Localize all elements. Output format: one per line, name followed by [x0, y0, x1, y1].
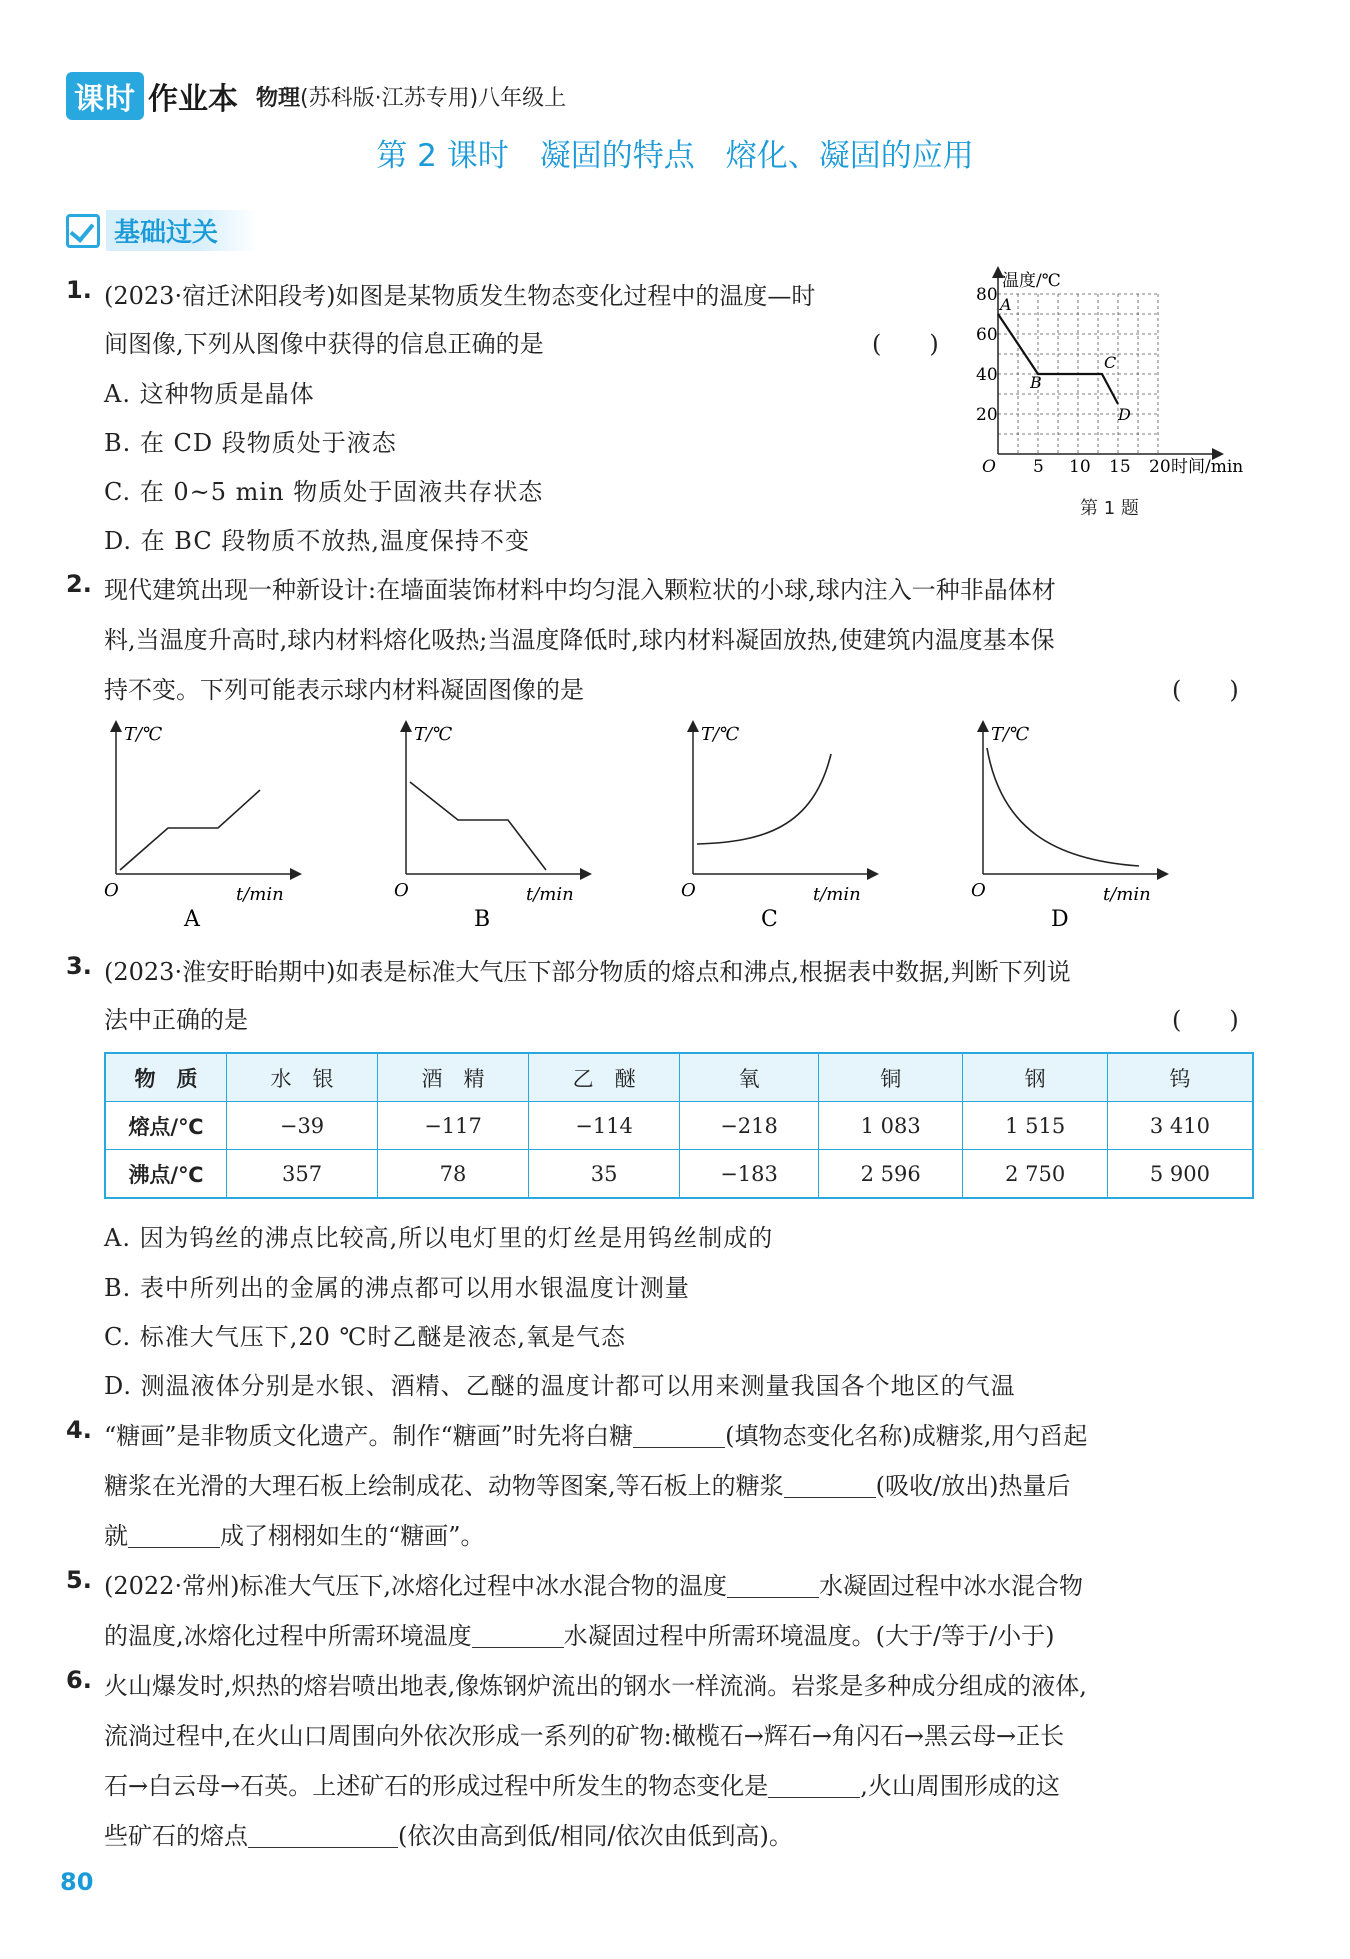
table-cell: 357	[227, 1150, 378, 1199]
q4-line3: 就 成了栩栩如生的“糖画”。	[104, 1522, 485, 1550]
q3-answer-paren: ( )	[1172, 1006, 1239, 1034]
q3-option-c: C. 标准大气压下,20 ℃时乙醚是液态,氧是气态	[104, 1323, 627, 1351]
graph-a-ylabel: T/℃	[124, 724, 163, 745]
graph-d-ylabel: T/℃	[991, 724, 1030, 745]
table-header: 钨	[1107, 1053, 1253, 1102]
table-cell: 3 410	[1107, 1102, 1253, 1150]
q4-blank-3[interactable]	[128, 1521, 220, 1548]
graph-c	[681, 724, 873, 932]
graph-b	[394, 724, 586, 932]
table-cell: −114	[529, 1102, 680, 1150]
graph-b-curve	[410, 782, 546, 870]
y-tick-label: 60	[976, 325, 998, 345]
table-cell: 35	[529, 1150, 680, 1199]
edition: (苏科版·江苏专用)八年级上	[300, 85, 567, 111]
section-header	[66, 210, 258, 251]
table-row	[105, 1150, 1253, 1199]
q2-line2: 料,当温度升高时,球内材料熔化吸热;当温度降低时,球内材料凝固放热,使建筑内温度基本保	[104, 626, 1055, 654]
q2-line3: 持不变。下列可能表示球内材料凝固图像的是	[104, 676, 584, 704]
section-label: 基础过关	[106, 210, 258, 251]
graph-d-curve	[987, 748, 1139, 866]
q1-line2: 间图像,下列从图像中获得的信息正确的是	[104, 330, 544, 358]
q1-answer-paren: ( )	[872, 330, 939, 358]
q6-line1: 火山爆发时,炽热的熔岩喷出地表,像炼钢炉流出的钢水一样流淌。岩浆是多种成分组成的液体,	[104, 1672, 1087, 1700]
q6-line2: 流淌过程中,在火山口周围向外依次形成一系列的矿物:橄榄石→辉石→角闪石→黑云母→正长	[104, 1722, 1065, 1750]
y-tick-label: 80	[976, 285, 998, 305]
q1-xlabel: 时间/min	[1171, 457, 1244, 477]
q1-origin: O	[982, 457, 996, 477]
table-header: 氧	[680, 1053, 819, 1102]
graph-c-curve	[697, 754, 831, 844]
y-tick-label: 20	[976, 405, 998, 425]
x-tick-label: 20	[1149, 457, 1171, 477]
point-label: A	[1000, 295, 1012, 314]
subject: 物理	[256, 85, 301, 111]
x-tick-label: 10	[1069, 457, 1091, 477]
graph-c-xlabel: t/min	[813, 884, 861, 905]
q1-line1: (2023·宿迁沭阳段考)如图是某物质发生物态变化过程中的温度—时	[104, 282, 816, 310]
q6-line4: 些矿石的熔点 (依次由高到低/相同/依次由低到高)。	[104, 1822, 793, 1850]
q6-blank-1[interactable]	[768, 1771, 860, 1798]
table-header: 钢	[963, 1053, 1107, 1102]
q6-blank-2[interactable]	[248, 1821, 398, 1848]
graph-d-origin: O	[971, 880, 986, 901]
point-label: D	[1118, 405, 1131, 424]
q1-option-d: D. 在 BC 段物质不放热,温度保持不变	[104, 527, 530, 555]
graph-a-label: A	[184, 907, 200, 932]
q5-blank-2[interactable]	[472, 1621, 564, 1648]
logo-box: 课时	[66, 72, 144, 120]
q4-line2: 糖浆在光滑的大理石板上绘制成花、动物等图案,等石板上的糖浆 (吸收/放出)热量后	[104, 1472, 1071, 1500]
table-cell: 熔点/℃	[105, 1102, 227, 1150]
table-cell: 2 750	[963, 1150, 1107, 1199]
graph-c-label: C	[761, 907, 778, 932]
q6-line3: 石→白云母→石英。上述矿石的形成过程中所发生的物态变化是 ,火山周围形成的这	[104, 1772, 1060, 1800]
table-header: 物 质	[105, 1053, 227, 1102]
graph-b-ylabel: T/℃	[414, 724, 453, 745]
point-label: B	[1030, 373, 1042, 392]
table-cell: 沸点/℃	[105, 1150, 227, 1199]
q2-graphs	[96, 718, 1246, 938]
q1-option-a: A. 这种物质是晶体	[104, 380, 315, 408]
q3-table	[104, 1052, 1254, 1199]
header	[66, 72, 566, 120]
table-cell: −218	[680, 1102, 819, 1150]
table-cell: 2 596	[818, 1150, 962, 1199]
graph-c-origin: O	[681, 880, 696, 901]
graph-a	[104, 724, 296, 932]
q1-ylabel: 温度/℃	[1002, 271, 1061, 291]
q4-blank-2[interactable]	[784, 1471, 876, 1498]
q3-option-d: D. 测温液体分别是水银、酒精、乙醚的温度计都可以用来测量我国各个地区的气温	[104, 1372, 1016, 1400]
logo-text: 作业本	[148, 82, 238, 117]
q5-line1: (2022·常州)标准大气压下,冰熔化过程中冰水混合物的温度 水凝固过程中冰水混合物	[104, 1572, 1084, 1600]
table-header: 水 银	[227, 1053, 378, 1102]
table-cell: 1 083	[818, 1102, 962, 1150]
q4-number: 4.	[66, 1416, 92, 1444]
table-header: 铜	[818, 1053, 962, 1102]
table-cell: 78	[378, 1150, 529, 1199]
graph-a-xlabel: t/min	[236, 884, 284, 905]
q4-line1: “糖画”是非物质文化遗产。制作“糖画”时先将白糖 (填物态变化名称)成糖浆,用勺舀起	[104, 1422, 1088, 1450]
q2-line1: 现代建筑出现一种新设计:在墙面装饰材料中均匀混入颗粒状的小球,球内注入一种非晶体材	[104, 576, 1056, 604]
q3-option-a: A. 因为钨丝的沸点比较高,所以电灯里的灯丝是用钨丝制成的	[104, 1224, 774, 1252]
q3-number: 3.	[66, 952, 92, 980]
q2-number: 2.	[66, 570, 92, 598]
graph-b-origin: O	[394, 880, 409, 901]
table-cell: −183	[680, 1150, 819, 1199]
q1-caption: 第 1 题	[1080, 498, 1139, 519]
graph-a-curve	[120, 790, 260, 870]
q3-line1: (2023·淮安盱眙期中)如表是标准大气压下部分物质的熔点和沸点,根据表中数据,判断下列说	[104, 958, 1071, 986]
table-header: 乙 醚	[529, 1053, 680, 1102]
table-cell: 1 515	[963, 1102, 1107, 1150]
lesson-title: 第 2 课时 凝固的特点 熔化、凝固的应用	[376, 138, 974, 174]
graph-a-origin: O	[104, 880, 119, 901]
q2-answer-paren: ( )	[1172, 676, 1239, 704]
q5-number: 5.	[66, 1566, 92, 1594]
q4-blank-1[interactable]	[633, 1421, 725, 1448]
q1-number: 1.	[66, 276, 92, 304]
table-row	[105, 1102, 1253, 1150]
graph-b-xlabel: t/min	[526, 884, 574, 905]
graph-c-ylabel: T/℃	[701, 724, 740, 745]
q3-option-b: B. 表中所列出的金属的沸点都可以用水银温度计测量	[104, 1274, 690, 1302]
q1-option-b: B. 在 CD 段物质处于液态	[104, 429, 397, 457]
table-cell: 5 900	[1107, 1150, 1253, 1199]
graph-d-xlabel: t/min	[1103, 884, 1151, 905]
q5-blank-1[interactable]	[727, 1571, 819, 1598]
x-tick-label: 5	[1033, 457, 1044, 477]
header-subtitle	[256, 81, 566, 112]
page-number: 80	[60, 1868, 94, 1896]
graph-d-label: D	[1051, 907, 1069, 932]
checkbox-icon	[66, 214, 100, 248]
q1-option-c: C. 在 0~5 min 物质处于固液共存状态	[104, 478, 544, 506]
q3-line2: 法中正确的是	[104, 1006, 248, 1034]
table-row	[105, 1053, 1253, 1102]
q5-line2: 的温度,冰熔化过程中所需环境温度 水凝固过程中所需环境温度。(大于/等于/小于)	[104, 1622, 1055, 1650]
graph-d	[971, 724, 1163, 932]
table-cell: −117	[378, 1102, 529, 1150]
q6-number: 6.	[66, 1666, 92, 1694]
table-header: 酒 精	[378, 1053, 529, 1102]
graph-b-label: B	[474, 907, 491, 932]
point-label: C	[1104, 353, 1117, 372]
q1-chart	[960, 262, 1260, 482]
y-tick-label: 40	[976, 365, 998, 385]
x-tick-label: 15	[1109, 457, 1131, 477]
table-cell: −39	[227, 1102, 378, 1150]
